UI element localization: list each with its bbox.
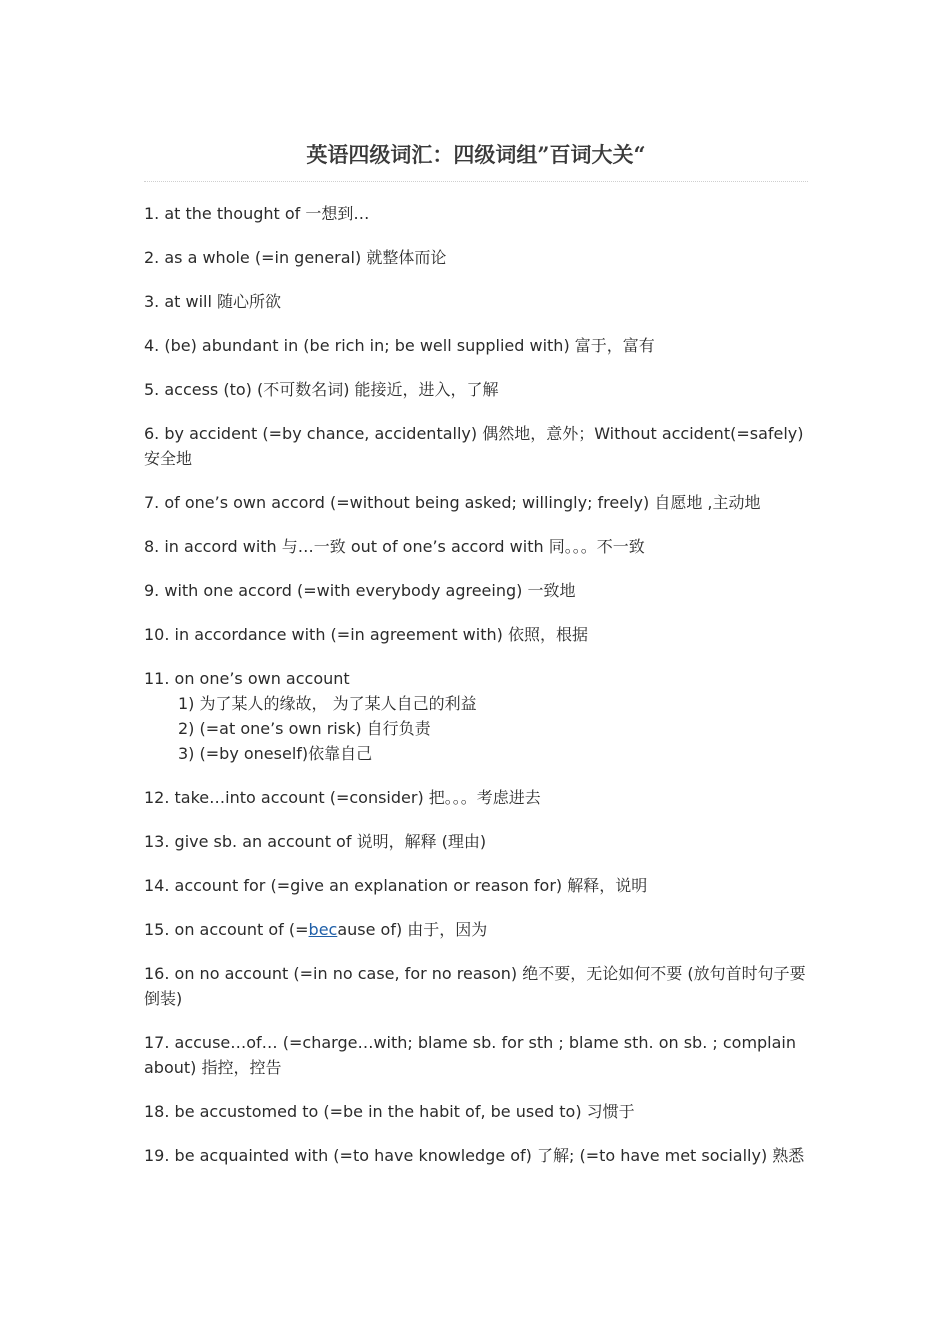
title-divider — [144, 181, 808, 182]
list-item: 9. with one accord (=with everybody agreeing) 一致地 — [144, 581, 576, 600]
list-item — [144, 917, 808, 942]
document-page — [144, 138, 808, 1187]
list-item-text: ause of) 由于，因为 — [337, 920, 488, 939]
list-item: 16. on no account (=in no case, for no reason) 绝不要，无论如何不要 (放句首时句子要倒装) — [144, 964, 806, 1008]
list-item: 3. at will 随心所欲 — [144, 292, 282, 311]
list-item-text: 15. on account of (= — [144, 920, 309, 939]
phrase-list — [144, 201, 808, 1168]
sub-item: 1) 为了某人的缘故， 为了某人自己的利益 — [178, 694, 477, 713]
sub-item: 3) (=by oneself)依靠自己 — [178, 744, 373, 763]
list-item: 10. in accordance with (=in agreement with) 依照，根据 — [144, 625, 588, 644]
list-item: 2. as a whole (=in general) 就整体而论 — [144, 248, 447, 267]
list-item: 4. (be) abundant in (be rich in; be well supplied with) 富于，富有 — [144, 336, 655, 355]
list-item: 6. by accident (=by chance, accidentally) 偶然地，意外；Without accident(=safely) 安全地 — [144, 424, 804, 468]
list-item: 13. give sb. an account of 说明，解释 (理由) — [144, 832, 487, 851]
hyperlink[interactable]: bec — [308, 920, 338, 939]
list-item-heading: 11. on one’s own account — [144, 669, 350, 688]
list-item: 18. be accustomed to (=be in the habit of, be used to) 习惯于 — [144, 1102, 635, 1121]
list-item: 8. in accord with 与…一致 out of one’s accord with 同。。。不一致 — [144, 537, 645, 556]
sub-item: 2) (=at one’s own risk) 自行负责 — [178, 719, 431, 738]
list-item: 17. accuse…of… (=charge…with; blame sb. for sth ; blame sth. on sb. ; complain about) 指控，控告 — [144, 1033, 797, 1077]
list-item: 14. account for (=give an explanation or reason for) 解释，说明 — [144, 876, 648, 895]
list-item: 5. access (to) (不可数名词) 能接近，进入，了解 — [144, 380, 499, 399]
list-item: 19. be acquainted with (=to have knowledge of) 了解; (=to have met socially) 熟悉 — [144, 1146, 805, 1165]
page-title: 英语四级词汇：四级词组”百词大关“ — [306, 142, 646, 167]
list-item: 12. take…into account (=consider) 把。。。考虑进去 — [144, 788, 541, 807]
list-item — [144, 666, 808, 766]
list-item: 7. of one’s own accord (=without being asked; willingly; freely) 自愿地 ,主动地 — [144, 493, 761, 512]
list-item: 1. at the thought of 一想到… — [144, 204, 370, 223]
